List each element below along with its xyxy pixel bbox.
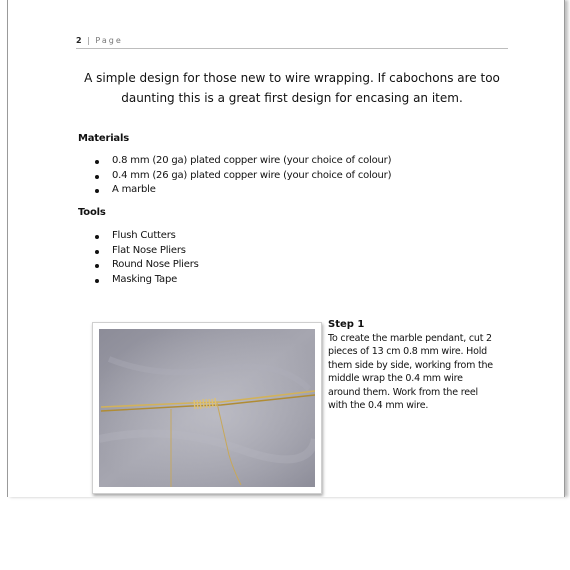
page-word: Page: [95, 36, 123, 45]
page-header: [76, 36, 508, 49]
intro-paragraph: A simple design for those new to wire wrapping. If cabochons are too daunting this is a great first design for encasing an item.: [84, 71, 500, 105]
list-item: 0.4 mm (26 ga) plated copper wire (your choice of colour): [92, 169, 391, 184]
list-item: 0.8 mm (20 ga) plated copper wire (your choice of colour): [92, 154, 391, 169]
page-number: 2: [76, 36, 83, 45]
header-separator: |: [87, 36, 91, 45]
step1-text: To create the marble pendant, cut 2 pieces of 13 cm 0.8 mm wire. Hold them side by side, working from the middle wrap the 0.4 mm wire around them. Work from the reel with the 0.4 mm wire.: [328, 333, 493, 412]
list-item: Flush Cutters: [92, 229, 199, 244]
materials-list: [92, 154, 391, 198]
list-item: Round Nose Pliers: [92, 258, 199, 273]
step1-photo-frame: [92, 322, 322, 494]
list-item: Masking Tape: [92, 273, 199, 288]
wire-photo: [99, 329, 315, 487]
list-item: A marble: [92, 183, 391, 198]
tools-heading: Tools: [78, 207, 106, 218]
materials-heading: Materials: [78, 133, 129, 144]
list-item: Flat Nose Pliers: [92, 244, 199, 259]
document-page: [7, 0, 565, 497]
step1-title: Step 1: [328, 319, 365, 330]
tools-list: [92, 229, 199, 287]
